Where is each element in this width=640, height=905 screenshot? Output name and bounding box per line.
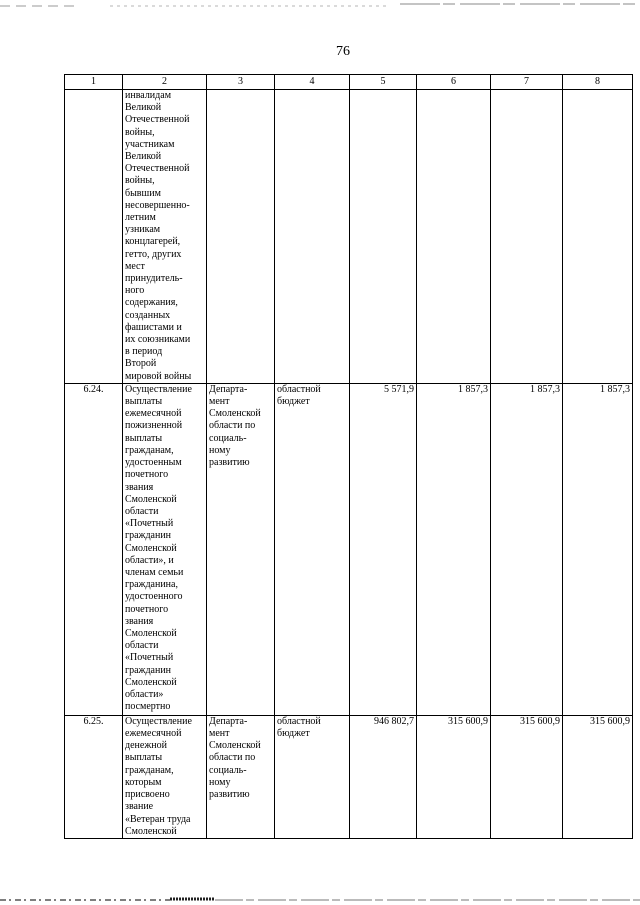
cell-line: их союзниками — [125, 334, 191, 346]
cell-line: Смоленской — [125, 676, 177, 688]
cell-line: областной — [277, 383, 321, 395]
cell-line: мент — [209, 396, 230, 408]
amount-cell-col7 — [491, 90, 563, 384]
funding-source-cell — [275, 383, 350, 715]
cell-line: пожизненной — [125, 420, 183, 432]
column-header: 7 — [491, 75, 563, 90]
amount-cell-col8: 315 600,9 — [563, 715, 633, 838]
cell-line: мент — [209, 728, 230, 740]
cell-line: социаль- — [209, 432, 247, 444]
cell-line: бюджет — [277, 728, 310, 740]
cell-line: Смоленской — [125, 542, 177, 554]
cell-line: принудитель- — [125, 273, 183, 285]
cell-line: области», и — [125, 554, 174, 566]
amount-cell-col8 — [563, 90, 633, 384]
cell-line: Департа- — [209, 715, 248, 727]
column-header: 2 — [123, 75, 207, 90]
cell-line: несовершенно- — [125, 199, 190, 211]
cell-line: Отечественной — [125, 163, 190, 175]
cell-line: гражданам, — [125, 764, 174, 776]
amount-cell-col8: 1 857,3 — [563, 383, 633, 715]
cell-line: инвалидам — [125, 90, 172, 101]
funding-source-cell — [275, 90, 350, 384]
cell-line: выплаты — [125, 396, 163, 408]
cell-line: звания — [125, 481, 154, 493]
cell-line: войны, — [125, 126, 155, 138]
cell-line: области — [125, 505, 159, 517]
table-header — [65, 75, 633, 90]
cell-line: членам семьи — [125, 566, 184, 578]
cell-line: областной — [277, 715, 321, 727]
cell-line: присвоено — [125, 789, 170, 801]
table-row — [65, 715, 633, 838]
table-row — [65, 383, 633, 715]
cell-line: Департа- — [209, 383, 248, 395]
cell-line: содержания, — [125, 297, 178, 309]
cell-line: гетто, других — [125, 248, 182, 260]
row-number-cell: 6.25. — [65, 715, 123, 838]
cell-line: звание — [125, 801, 154, 813]
amount-cell-col7: 315 600,9 — [491, 715, 563, 838]
cell-line: области — [125, 640, 159, 652]
scan-edge-bottom — [0, 896, 640, 905]
cell-line: развитию — [209, 789, 250, 801]
cell-line: выплаты — [125, 752, 163, 764]
cell-line: летним — [125, 212, 156, 224]
cell-line: посмертно — [125, 701, 171, 713]
cell-line: гражданин — [125, 664, 172, 676]
column-header: 3 — [207, 75, 275, 90]
cell-line: гражданам, — [125, 444, 174, 456]
cell-line: Смоленской — [125, 493, 177, 505]
cell-line: мировой войны — [125, 370, 192, 382]
cell-line: гражданин — [125, 530, 172, 542]
cell-line: Великой — [125, 151, 162, 163]
cell-line: ного — [125, 285, 145, 297]
department-cell — [207, 90, 275, 384]
cell-line: денежной — [125, 740, 167, 752]
column-header: 8 — [563, 75, 633, 90]
column-header: 1 — [65, 75, 123, 90]
cell-line: ному — [209, 776, 231, 788]
amount-cell-col6 — [417, 90, 491, 384]
cell-line: области по — [209, 420, 256, 432]
table-body — [65, 90, 633, 839]
cell-line: Смоленской — [125, 825, 177, 837]
cell-line: Великой — [125, 102, 162, 114]
cell-line: области» — [125, 688, 164, 700]
description-cell — [123, 715, 207, 838]
cell-line: удостоенного — [125, 591, 183, 603]
amount-cell-col5: 5 571,9 — [350, 383, 417, 715]
cell-line: Второй — [125, 358, 157, 370]
cell-line: звания — [125, 615, 154, 627]
cell-line: Смоленской — [209, 408, 261, 420]
column-header: 6 — [417, 75, 491, 90]
page-number: 76 — [336, 44, 350, 59]
amount-cell-col5 — [350, 90, 417, 384]
cell-line: гражданина, — [125, 579, 178, 591]
amount-cell-col7: 1 857,3 — [491, 383, 563, 715]
amount-cell-col6: 315 600,9 — [417, 715, 491, 838]
cell-line: Осуществление — [125, 715, 192, 727]
cell-line: концлагерей, — [125, 236, 181, 248]
row-number-cell: 6.24. — [65, 383, 123, 715]
cell-line: Смоленской — [125, 627, 177, 639]
cell-line: удостоенным — [125, 457, 182, 469]
cell-line: Смоленской — [209, 740, 261, 752]
cell-line: мест — [125, 260, 145, 272]
table-row — [65, 90, 633, 384]
cell-line: почетного — [125, 603, 169, 615]
cell-line: участникам — [125, 138, 175, 150]
cell-line: «Почетный — [125, 518, 174, 530]
cell-line: выплаты — [125, 432, 163, 444]
description-cell — [123, 383, 207, 715]
cell-line: ежемесячной — [125, 728, 182, 740]
cell-line: войны, — [125, 175, 155, 187]
cell-line: почетного — [125, 469, 169, 481]
cell-line: области по — [209, 752, 256, 764]
cell-line: социаль- — [209, 764, 247, 776]
cell-line: «Почетный — [125, 652, 174, 664]
cell-line: ному — [209, 444, 231, 456]
cell-line: бывшим — [125, 187, 161, 199]
column-header: 4 — [275, 75, 350, 90]
cell-line: в период — [125, 346, 163, 358]
budget-table — [64, 74, 633, 839]
cell-line: развитию — [209, 457, 250, 469]
funding-source-cell — [275, 715, 350, 838]
cell-line: Отечественной — [125, 114, 190, 126]
description-cell — [123, 90, 207, 384]
department-cell — [207, 715, 275, 838]
cell-line: фашистами и — [125, 321, 182, 333]
amount-cell-col5: 946 802,7 — [350, 715, 417, 838]
scan-edge-top — [0, 0, 640, 10]
department-cell — [207, 383, 275, 715]
cell-line: созданных — [125, 309, 171, 321]
column-header: 5 — [350, 75, 417, 90]
cell-line: которым — [125, 776, 162, 788]
cell-line: ежемесячной — [125, 408, 182, 420]
row-number-cell — [65, 90, 123, 384]
cell-line: Осуществление — [125, 383, 192, 395]
cell-line: «Ветеран труда — [125, 813, 191, 825]
cell-line: бюджет — [277, 396, 310, 408]
cell-line: узникам — [125, 224, 161, 236]
amount-cell-col6: 1 857,3 — [417, 383, 491, 715]
